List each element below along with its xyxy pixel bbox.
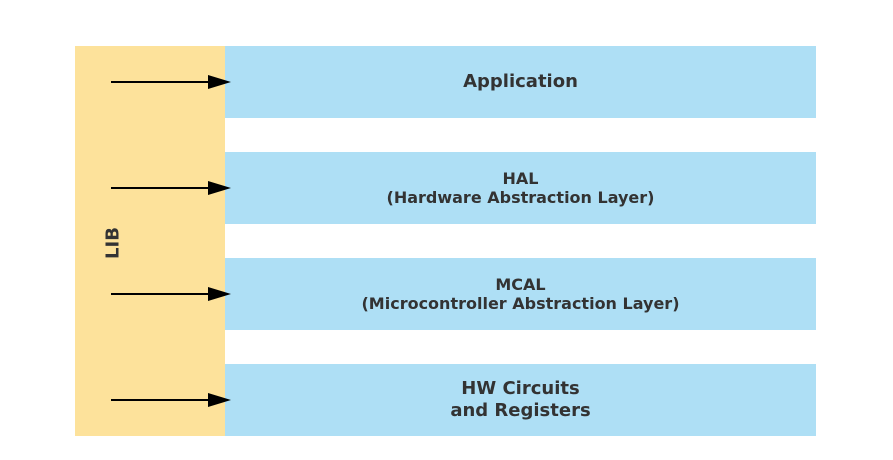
layer-application-title: Application (463, 71, 578, 92)
layer-hw-line2: and Registers (450, 400, 591, 421)
layer-mcal-subtitle: (Microcontroller Abstraction Layer) (361, 294, 680, 313)
layer-hal (225, 152, 816, 224)
lib-label: LIB (102, 227, 124, 259)
lib-column (75, 46, 225, 436)
layer-mcal (225, 258, 816, 330)
layer-mcal-title: MCAL (495, 275, 546, 294)
layer-application (225, 46, 816, 118)
layer-hal-subtitle: (Hardware Abstraction Layer) (386, 188, 655, 207)
layer-hal-title: HAL (502, 169, 539, 188)
layer-hw (225, 364, 816, 436)
layer-hw-line1: HW Circuits (461, 378, 580, 399)
